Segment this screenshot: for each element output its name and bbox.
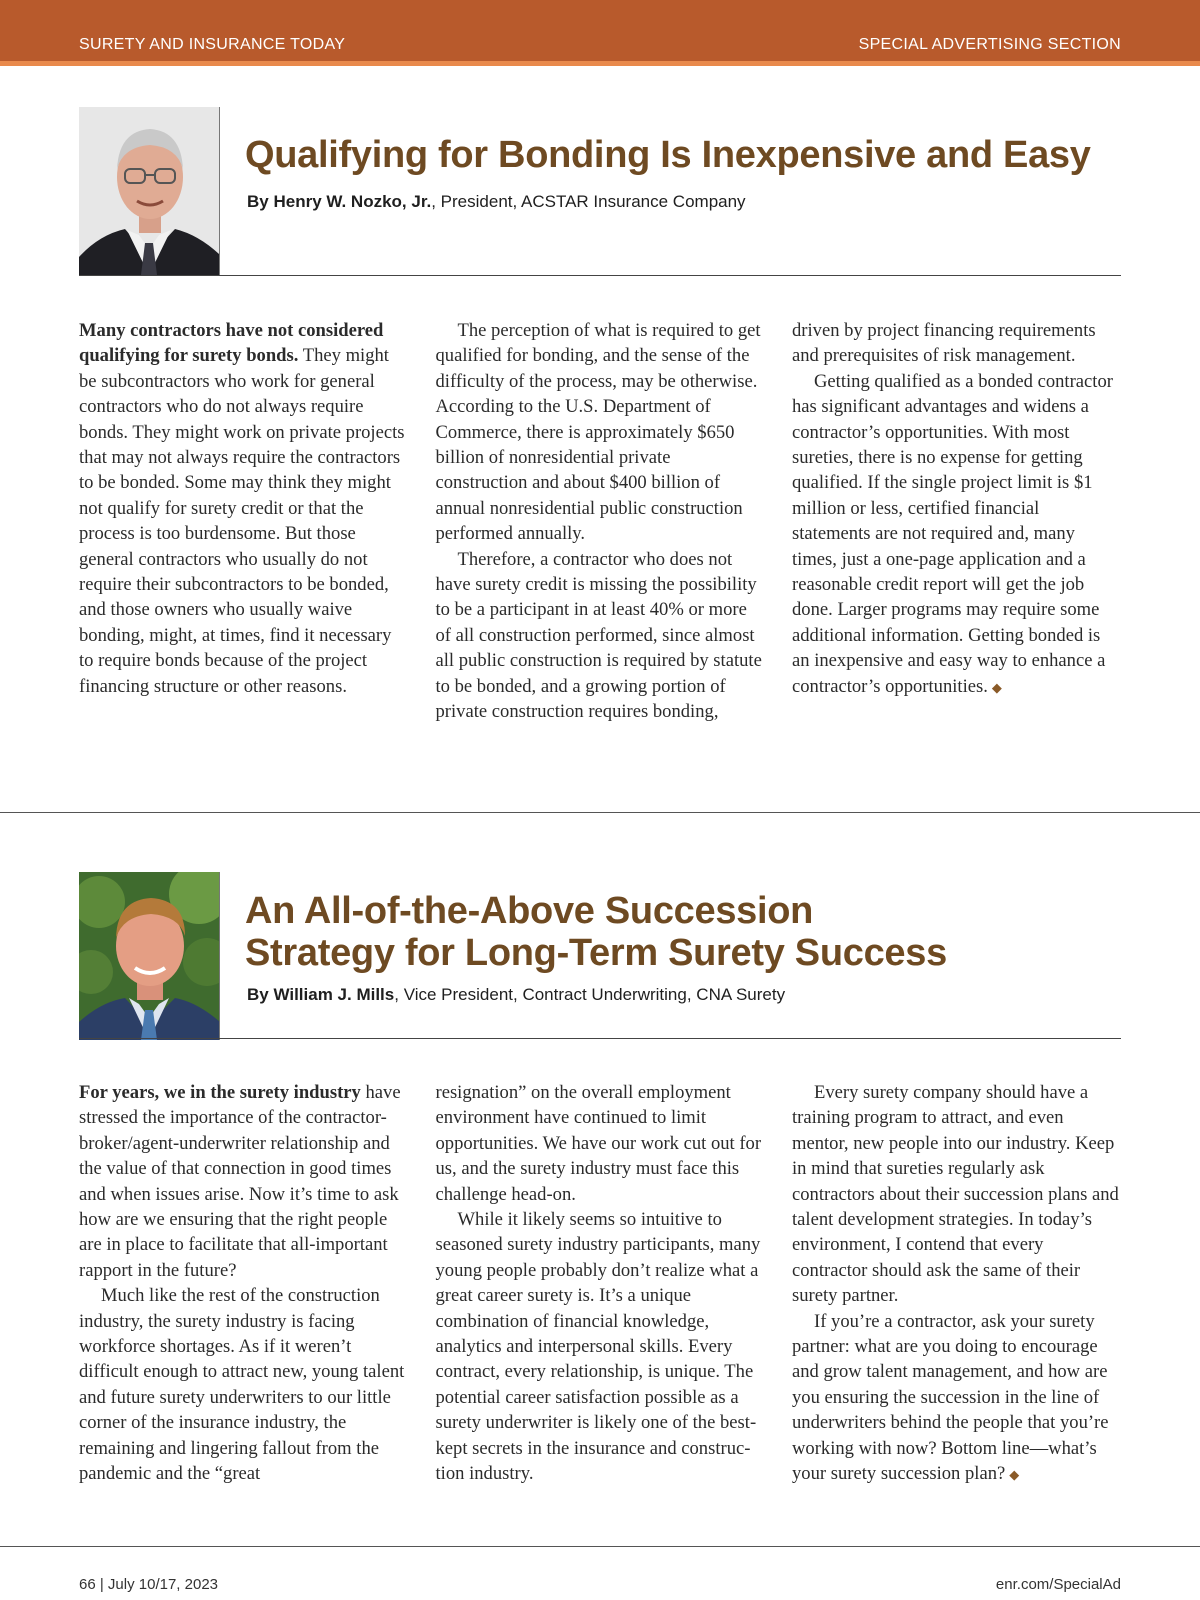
author-photo-nozko	[79, 107, 220, 275]
article-1-column-3	[792, 318, 1121, 725]
portrait-image	[79, 107, 220, 275]
article-2-column-2	[436, 1080, 765, 1488]
article-2-body	[79, 1080, 1121, 1488]
end-mark-icon: ◆	[1009, 1467, 1020, 1483]
author-name: William J. Mills	[273, 985, 395, 1004]
byline-by: By	[247, 985, 269, 1004]
paragraph: driven by project financing requirements and prerequisites of risk management.	[792, 320, 1096, 367]
article-2-column-1	[79, 1080, 408, 1488]
title-line-1: An All-of-the-Above Succession	[245, 890, 814, 932]
article-1-title: Qualifying for Bonding Is Inexpensive and Easy	[245, 134, 1091, 176]
page-folio: 66 | July 10/17, 2023	[79, 1576, 218, 1593]
author-photo-mills	[79, 872, 220, 1040]
article-1-byline	[247, 192, 746, 212]
paragraph: While it likely seems so intuitive to seasoned surety industry participants, many young people probably don’t realize what a great career surety is. It’s a unique combination of financial knowledge, analytics and interpersonal skills. Every contract, every relationship, is unique. The potential career satisfaction possible as a surety underwriter is likely one of the best-kept secrets in the insurance and construction industry.	[435, 1209, 761, 1485]
paragraph	[79, 1080, 408, 1283]
paragraph-text: Getting qualified as a bonded contractor has significant advantages and widens a contractor’s opportunities. With most sureties, there is no expense for getting qualified. If the single project limit is $1 million or less, certified financial statements are not required and, many times, just a one-page application and a reasonable credit report will get the job done. Larger programs may require some additional information. Getting bonded is an inexpensive and easy way to enhance a contractor’s opportunities.	[792, 370, 1113, 697]
author-role: , Vice President, Contract Underwriting, CNA Surety	[394, 985, 786, 1004]
article-2-title	[245, 890, 947, 974]
paragraph: Every surety company should have a training program to attract, and even mentor, new people into our industry. Keep in mind that sureties regularly ask contractors about their succession plans and talent development strategies. In today’s environment, I contend that every contractor should ask the same of their surety partner.	[792, 1082, 1119, 1307]
title-line-2: Strategy for Long-Term Surety Success	[245, 932, 947, 974]
section-banner	[0, 0, 1200, 66]
paragraph: Therefore, a contractor who does not have surety credit is missing the possibility to be a participant in at least 40% or more of all construction performed, since almost all public construction is required by statute to be bonded, and a growing portion of private construction requires bonding,	[435, 548, 762, 723]
author-name: Henry W. Nozko, Jr.	[273, 192, 432, 211]
paragraph: The perception of what is required to get qualified for bonding, and the sense of the difficulty of the process, may be otherwise. According to the U.S. Department of Commerce, there is approximately $650 billion of nonresidential private construction and about $400 billion of annual nonresidential public construction performed annually.	[435, 320, 761, 545]
article-2-column-3	[792, 1080, 1121, 1488]
lead-in: Many contractors have not considered qualifying for surety bonds.	[79, 320, 384, 367]
footer-rule	[0, 1546, 1200, 1547]
paragraph	[79, 318, 408, 699]
article-1-rule	[79, 275, 1121, 276]
paragraph	[792, 369, 1121, 700]
section-label: SPECIAL ADVERTISING SECTION	[858, 36, 1121, 53]
article-divider	[0, 812, 1200, 813]
publication-label: SURETY AND INSURANCE TODAY	[79, 36, 346, 53]
article-2-rule	[79, 1038, 1121, 1039]
article-2-byline	[247, 985, 785, 1005]
article-1-column-2	[436, 318, 765, 725]
paragraph: Much like the rest of the construction industry, the surety industry is facing workforce shortages. As if it weren’t difficult enough to attract new, young talent and future surety underwriters to our little corner of the insurance industry, the remaining and lingering fallout from the pandemic and the “great	[79, 1285, 405, 1485]
portrait-image	[79, 872, 220, 1040]
paragraph-text: If you’re a contractor, ask your surety partner: what are you doing to encourage and grow talent management, and how are you ensuring the succession in the line of underwriters behind the people that you’re working with now? Bottom line—what’s your surety succession plan?	[792, 1310, 1109, 1485]
lead-in: For years, we in the surety industry	[79, 1082, 361, 1103]
author-role: , President, ACSTAR Insurance Company	[431, 192, 746, 211]
end-mark-icon: ◆	[991, 679, 1002, 695]
footer-url: enr.com/SpecialAd	[995, 1576, 1121, 1593]
paragraph	[792, 1309, 1121, 1488]
paragraph-text: They might be subcontractors who work for general contractors who do not always require bonds. They might work on private projects that may not always require the contractors to be bonded. Some may think they might not qualify for surety credit or that the process is too burdensome. But those general contractors who usually do not require their subcontractors to be bonded, and those owners who usually waive bonding, might, at times, find it necessary to require bonds because of the project financing structure or other reasons.	[79, 345, 405, 697]
article-1-body	[79, 318, 1121, 725]
byline-by: By	[247, 192, 269, 211]
article-1-column-1	[79, 318, 408, 725]
paragraph-text: have stressed the importance of the contractor-broker/agent-underwriter relationship and the value of that connection in good times and when issues arise. Now it’s time to ask how are we ensuring that the right people are in place to facilitate that all-important rapport in the future?	[79, 1082, 401, 1281]
paragraph: resignation” on the overall employment environment have continued to limit opportunities. We have our work cut out for us, and the surety industry must face this challenge head-on.	[435, 1082, 762, 1205]
